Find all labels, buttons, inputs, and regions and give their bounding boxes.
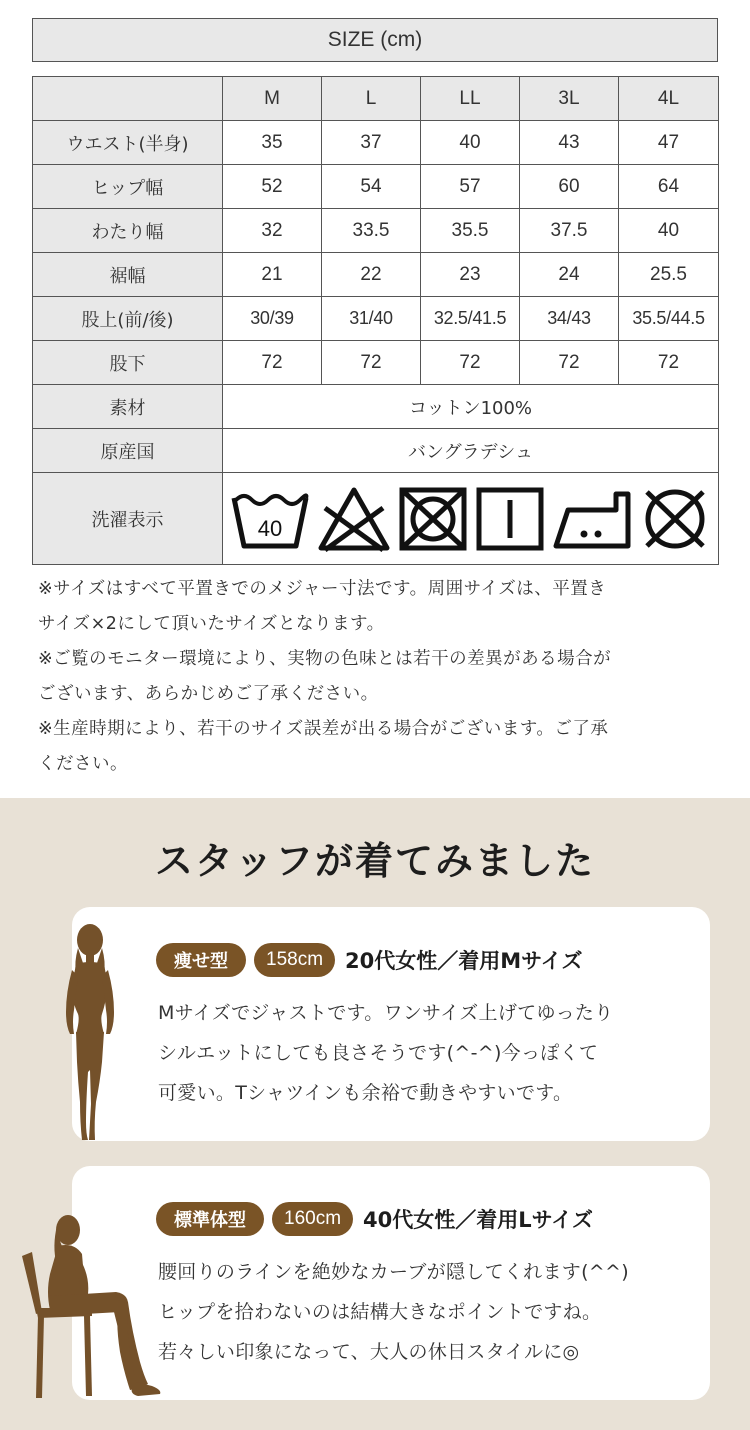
comment-line: シルエットにしても良さそうです(^-^)今っぽくて <box>158 1042 599 1064</box>
body-type-badge: 標準体型 <box>156 1202 264 1236</box>
staff-tag-row <box>156 1202 593 1236</box>
table-cell: 52 <box>223 165 322 209</box>
size-col-3l: 3L <box>520 77 619 121</box>
table-cell: 31/40 <box>322 297 421 341</box>
table-cell: 72 <box>520 341 619 385</box>
table-cell: 30/39 <box>223 297 322 341</box>
body-type-badge: 痩せ型 <box>156 943 246 977</box>
staff-summary: 20代女性／着用Mサイズ <box>345 949 583 973</box>
comment-line: ヒップを拾わないのは結構大きなポイントですね。 <box>158 1301 602 1323</box>
table-cell: 33.5 <box>322 209 421 253</box>
no-dry-clean-icon <box>639 486 711 552</box>
table-row <box>33 385 719 429</box>
table-cell: 40 <box>619 209 719 253</box>
row-label: 股下 <box>33 341 223 385</box>
table-cell: 40 <box>421 121 520 165</box>
staff-comment <box>158 993 698 1113</box>
table-cell: 32.5/41.5 <box>421 297 520 341</box>
size-table <box>32 76 719 565</box>
origin-label: 原産国 <box>33 429 223 473</box>
table-cell: 43 <box>520 121 619 165</box>
staff-section-title: スタッフが着てみました <box>154 839 595 883</box>
no-bleach-icon <box>317 486 391 552</box>
note-line: ※生産時期により、若干のサイズ誤差が出る場合がございます。ご了承 <box>38 719 609 739</box>
comment-line: 腰回りのラインを絶妙なカーブが隠してくれます(^^) <box>158 1261 629 1283</box>
table-row <box>33 429 719 473</box>
staff-card-standard <box>72 1166 710 1400</box>
care-icons-cell <box>223 473 719 565</box>
size-table-title: SIZE (cm) <box>32 18 718 62</box>
row-label: 股上(前/後) <box>33 297 223 341</box>
material-label: 素材 <box>33 385 223 429</box>
corner-cell <box>33 77 223 121</box>
height-badge: 160cm <box>272 1202 353 1236</box>
table-row <box>33 209 719 253</box>
table-cell: 37.5 <box>520 209 619 253</box>
wash-temp-text: 40 <box>258 515 283 541</box>
comment-line: Mサイズでジャストです。ワンサイズ上げてゆったり <box>158 1002 614 1024</box>
care-label: 洗濯表示 <box>33 473 223 565</box>
table-row <box>33 165 719 209</box>
note-line: サイズ×2にして頂いたサイズとなります。 <box>38 614 385 634</box>
table-cell: 54 <box>322 165 421 209</box>
table-cell: 35.5 <box>421 209 520 253</box>
table-row <box>33 341 719 385</box>
height-badge: 158cm <box>254 943 335 977</box>
table-cell: 24 <box>520 253 619 297</box>
comment-line: 若々しい印象になって、大人の休日スタイルに◎ <box>158 1341 580 1363</box>
origin-value: バングラデシュ <box>223 429 719 473</box>
table-cell: 72 <box>619 341 719 385</box>
staff-tag-row <box>156 943 582 977</box>
size-notes <box>38 572 714 782</box>
table-cell: 23 <box>421 253 520 297</box>
table-cell: 57 <box>421 165 520 209</box>
table-cell: 64 <box>619 165 719 209</box>
standing-woman-silhouette-icon <box>58 922 120 1144</box>
table-cell: 35.5/44.5 <box>619 297 719 341</box>
table-cell: 25.5 <box>619 253 719 297</box>
table-row <box>33 253 719 297</box>
size-col-l: L <box>322 77 421 121</box>
line-dry-icon <box>475 486 545 552</box>
wash-40-icon <box>230 486 310 552</box>
iron-medium-icon <box>552 486 632 552</box>
table-cell: 32 <box>223 209 322 253</box>
table-cell: 60 <box>520 165 619 209</box>
table-row <box>33 121 719 165</box>
table-cell: 22 <box>322 253 421 297</box>
no-tumble-dry-icon <box>398 486 468 552</box>
table-cell: 72 <box>421 341 520 385</box>
size-col-m: M <box>223 77 322 121</box>
comment-line: 可愛い。Tシャツインも余裕で動きやすいです。 <box>158 1082 573 1104</box>
staff-card-slim <box>72 907 710 1141</box>
size-col-ll: LL <box>421 77 520 121</box>
table-row <box>33 473 719 565</box>
note-line: ※ご覧のモニター環境により、実物の色味とは若干の差異がある場合が <box>38 649 612 669</box>
note-line: ございます、あらかじめご了承ください。 <box>38 684 379 704</box>
note-line: ください。 <box>38 754 128 774</box>
table-cell: 35 <box>223 121 322 165</box>
row-label: ヒップ幅 <box>33 165 223 209</box>
material-value: コットン100% <box>223 385 719 429</box>
table-cell: 72 <box>223 341 322 385</box>
row-label: わたり幅 <box>33 209 223 253</box>
table-cell: 21 <box>223 253 322 297</box>
row-label: ウエスト(半身) <box>33 121 223 165</box>
seated-woman-silhouette-icon <box>20 1212 162 1402</box>
staff-summary: 40代女性／着用Lサイズ <box>363 1208 593 1232</box>
table-cell: 34/43 <box>520 297 619 341</box>
table-cell: 37 <box>322 121 421 165</box>
size-header-row <box>33 77 719 121</box>
note-line: ※サイズはすべて平置きでのメジャー寸法です。周囲サイズは、平置き <box>38 579 607 599</box>
size-col-4l: 4L <box>619 77 719 121</box>
table-row <box>33 297 719 341</box>
table-cell: 72 <box>322 341 421 385</box>
row-label: 裾幅 <box>33 253 223 297</box>
table-cell: 47 <box>619 121 719 165</box>
staff-comment <box>158 1252 698 1372</box>
